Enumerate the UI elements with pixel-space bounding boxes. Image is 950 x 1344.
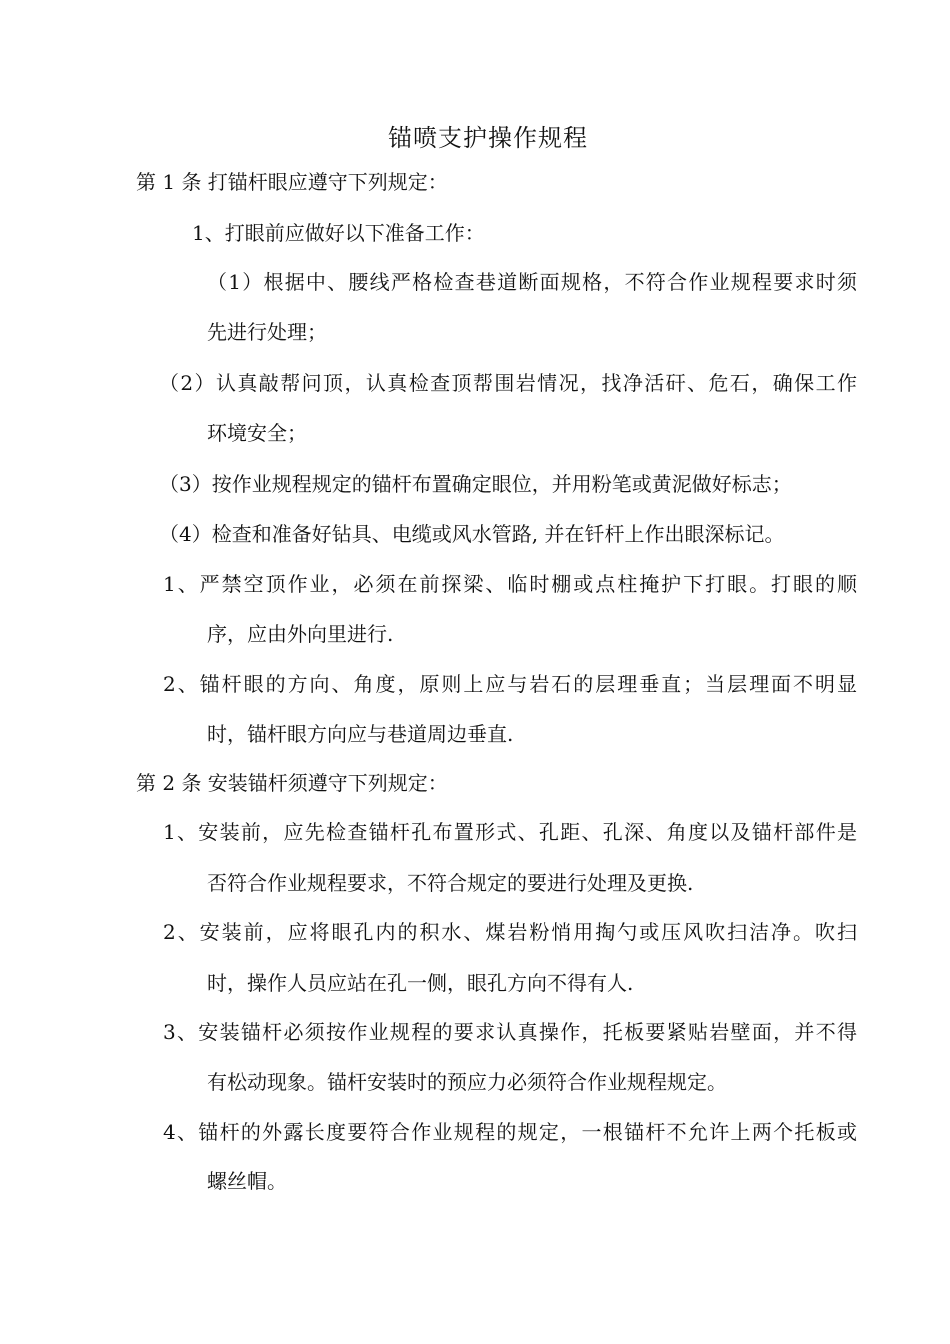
item-2-direction-line-1: 2、锚杆眼的方向、角度，原则上应与岩石的层理垂直；当层理面不明显 <box>163 672 857 696</box>
install-item-4-line-1: 4、锚杆的外露长度要符合作业规程的规定，一根锚杆不允许上两个托板或 <box>163 1120 857 1144</box>
subitem-1-line-2: 先进行处理； <box>207 320 327 344</box>
subitem-4: （4）检查和准备好钻具、电缆或风水管路, 并在钎杆上作出眼深标记。 <box>159 522 785 546</box>
subitem-2-line-2: 环境安全； <box>207 421 307 445</box>
subitem-2-line-1: （2）认真敲帮问顶，认真检查顶帮围岩情况，找净活矸、危石，确保工作 <box>159 371 857 395</box>
install-item-4-line-2: 螺丝帽。 <box>207 1169 287 1193</box>
item-1-prep: 1、打眼前应做好以下准备工作： <box>192 221 485 245</box>
article-1-heading: 第 1 条 打锚杆眼应遵守下列规定： <box>136 170 448 194</box>
item-1-empty-roof-line-1: 1、严禁空顶作业，必须在前探梁、临时棚或点柱掩护下打眼。打眼的顺 <box>163 572 857 596</box>
item-1-empty-roof-line-2: 序，应由外向里进行. <box>207 622 394 646</box>
install-item-3-line-2: 有松动现象。锚杆安装时的预应力必须符合作业规程规定。 <box>207 1070 727 1094</box>
install-item-1-line-1: 1、安装前，应先检查锚杆孔布置形式、孔距、孔深、角度以及锚杆部件是 <box>163 820 857 844</box>
item-2-direction-line-2: 时，锚杆眼方向应与巷道周边垂直. <box>207 722 514 746</box>
install-item-1-line-2: 否符合作业规程要求，不符合规定的要进行处理及更换. <box>207 871 694 895</box>
install-item-2-line-1: 2、安装前，应将眼孔内的积水、煤岩粉悄用掏勺或压风吹扫洁净。吹扫 <box>163 920 857 944</box>
document-title: 锚喷支护操作规程 <box>388 124 588 152</box>
install-item-2-line-2: 时，操作人员应站在孔一侧，眼孔方向不得有人. <box>207 971 634 995</box>
install-item-3-line-1: 3、安装锚杆必须按作业规程的要求认真操作，托板要紧贴岩壁面，并不得 <box>163 1020 857 1044</box>
subitem-1-line-1: （1）根据中、腰线严格检查巷道断面规格，不符合作业规程要求时须 <box>207 270 857 294</box>
article-2-heading: 第 2 条 安装锚杆须遵守下列规定： <box>136 771 448 795</box>
subitem-3: （3）按作业规程规定的锚杆布置确定眼位，并用粉笔或黄泥做好标志； <box>159 472 792 496</box>
